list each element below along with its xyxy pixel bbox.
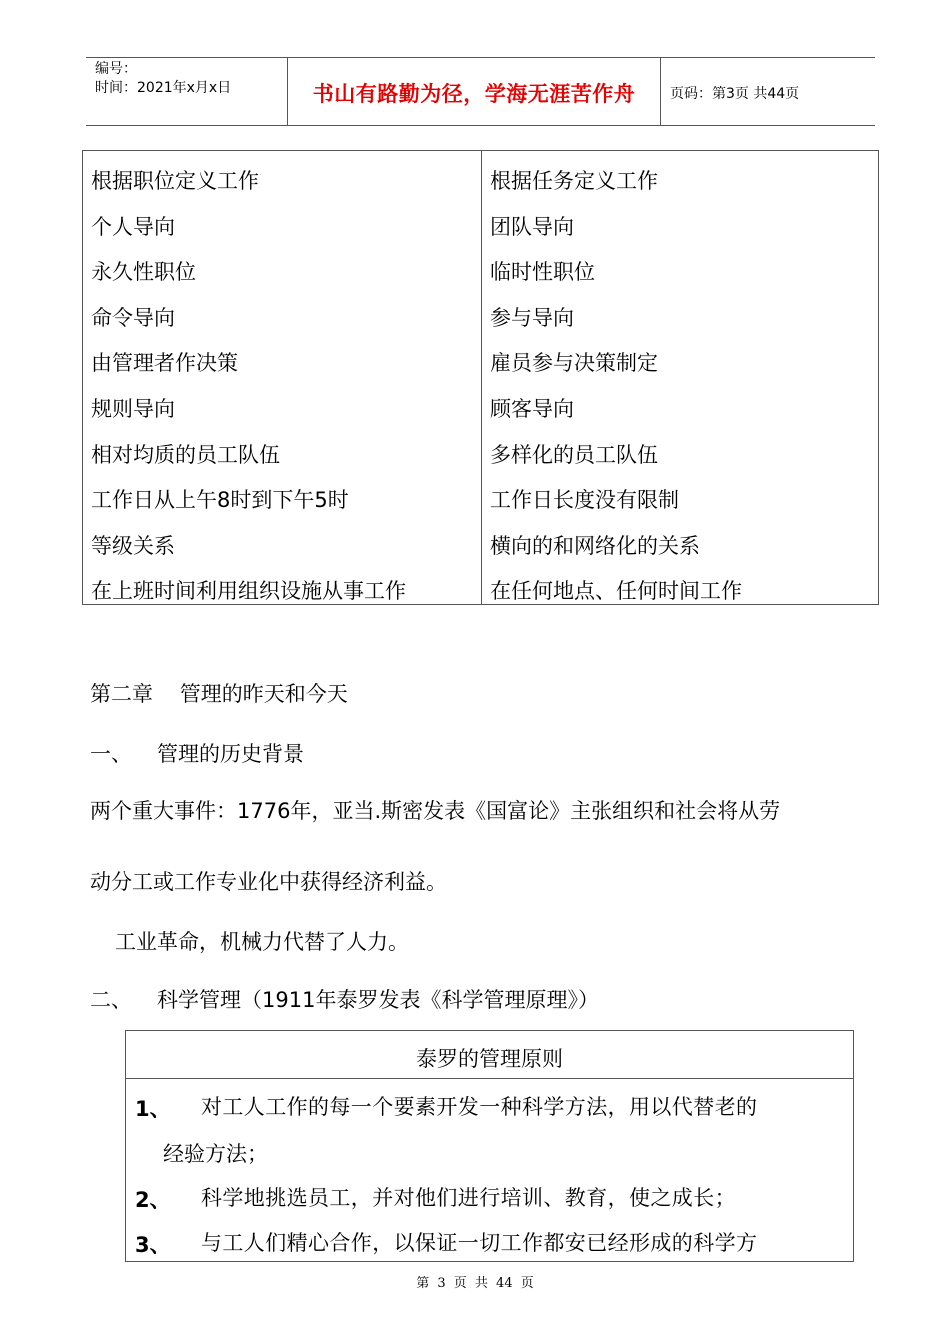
table-header-rule	[126, 1078, 853, 1079]
table-cell: 根据职位定义工作	[91, 169, 259, 193]
table-cell: 命令导向	[91, 305, 175, 330]
table-cell: 工作日长度没有限制	[490, 488, 679, 513]
chapter-title: 第二章 管理的昨天和今天	[90, 682, 348, 706]
table-cell: 在任何地点、任何时间工作	[490, 579, 742, 604]
item-number: 3、	[135, 1233, 171, 1257]
header-motto: 书山有路勤为径，学海无涯苦作舟	[312, 82, 636, 106]
section-number: 二、	[90, 988, 132, 1012]
left-column	[91, 159, 406, 615]
table-cell: 团队导向	[490, 214, 574, 239]
paragraph: 工业革命，机械力代替了人力。	[115, 930, 409, 954]
right-column	[490, 159, 742, 615]
item-number: 1、	[135, 1097, 171, 1121]
item-number: 2、	[135, 1188, 171, 1212]
paragraph-line: 两个重大事件：1776年，亚当.斯密发表《国富论》主张组织和社会将从劳	[90, 799, 781, 823]
header-divider	[660, 57, 661, 126]
table-cell: 参与导向	[490, 305, 574, 330]
principle-text: 与工人们精心合作，以保证一切工作都安已经形成的科学方	[201, 1231, 758, 1255]
principle-text-continued: 经验方法；	[163, 1142, 268, 1166]
table-cell: 相对均质的员工队伍	[91, 442, 280, 467]
header-number-label: 编号：	[95, 61, 137, 77]
table-cell: 在上班时间利用组织设施从事工作	[91, 579, 406, 604]
table-cell: 等级关系	[91, 533, 175, 558]
table-cell: 多样化的员工队伍	[490, 442, 658, 467]
table-cell: 个人导向	[91, 214, 175, 239]
table-cell: 横向的和网络化的关系	[490, 533, 700, 558]
paragraph-line: 动分工或工作专业化中获得经济利益。	[90, 870, 447, 894]
header-meta	[95, 60, 231, 98]
table-cell: 雇员参与决策制定	[490, 351, 658, 376]
header-bottom-rule	[86, 125, 875, 126]
principle-text: 科学地挑选员工，并对他们进行培训、教育，使之成长；	[201, 1186, 736, 1210]
section-number: 一、	[90, 742, 132, 766]
header-date: 时间：2021年x月x日	[95, 80, 232, 96]
table-cell: 临时性职位	[490, 260, 595, 285]
section-heading: 管理的历史背景	[157, 742, 304, 766]
table-cell: 由管理者作决策	[91, 351, 238, 376]
principle-text: 对工人工作的每一个要素开发一种科学方法，用以代替老的	[201, 1095, 758, 1119]
column-divider	[481, 151, 482, 604]
table-cell: 规则导向	[91, 396, 175, 421]
table-cell: 根据任务定义工作	[490, 169, 658, 193]
table-cell: 工作日从上午8时到下午5时	[91, 488, 349, 513]
principles-table-title: 泰罗的管理原则	[416, 1047, 563, 1071]
header-page-info: 页码：第3页 共44页	[670, 86, 800, 102]
header-top-rule	[86, 57, 875, 58]
principles-table	[125, 1030, 854, 1262]
section-heading: 科学管理（1911年泰罗发表《科学管理原理》）	[157, 988, 599, 1012]
table-cell: 永久性职位	[91, 260, 196, 285]
table-cell: 顾客导向	[490, 396, 574, 421]
page-footer: 第 3 页 共 44 页	[416, 1276, 534, 1291]
comparison-table	[82, 150, 879, 605]
